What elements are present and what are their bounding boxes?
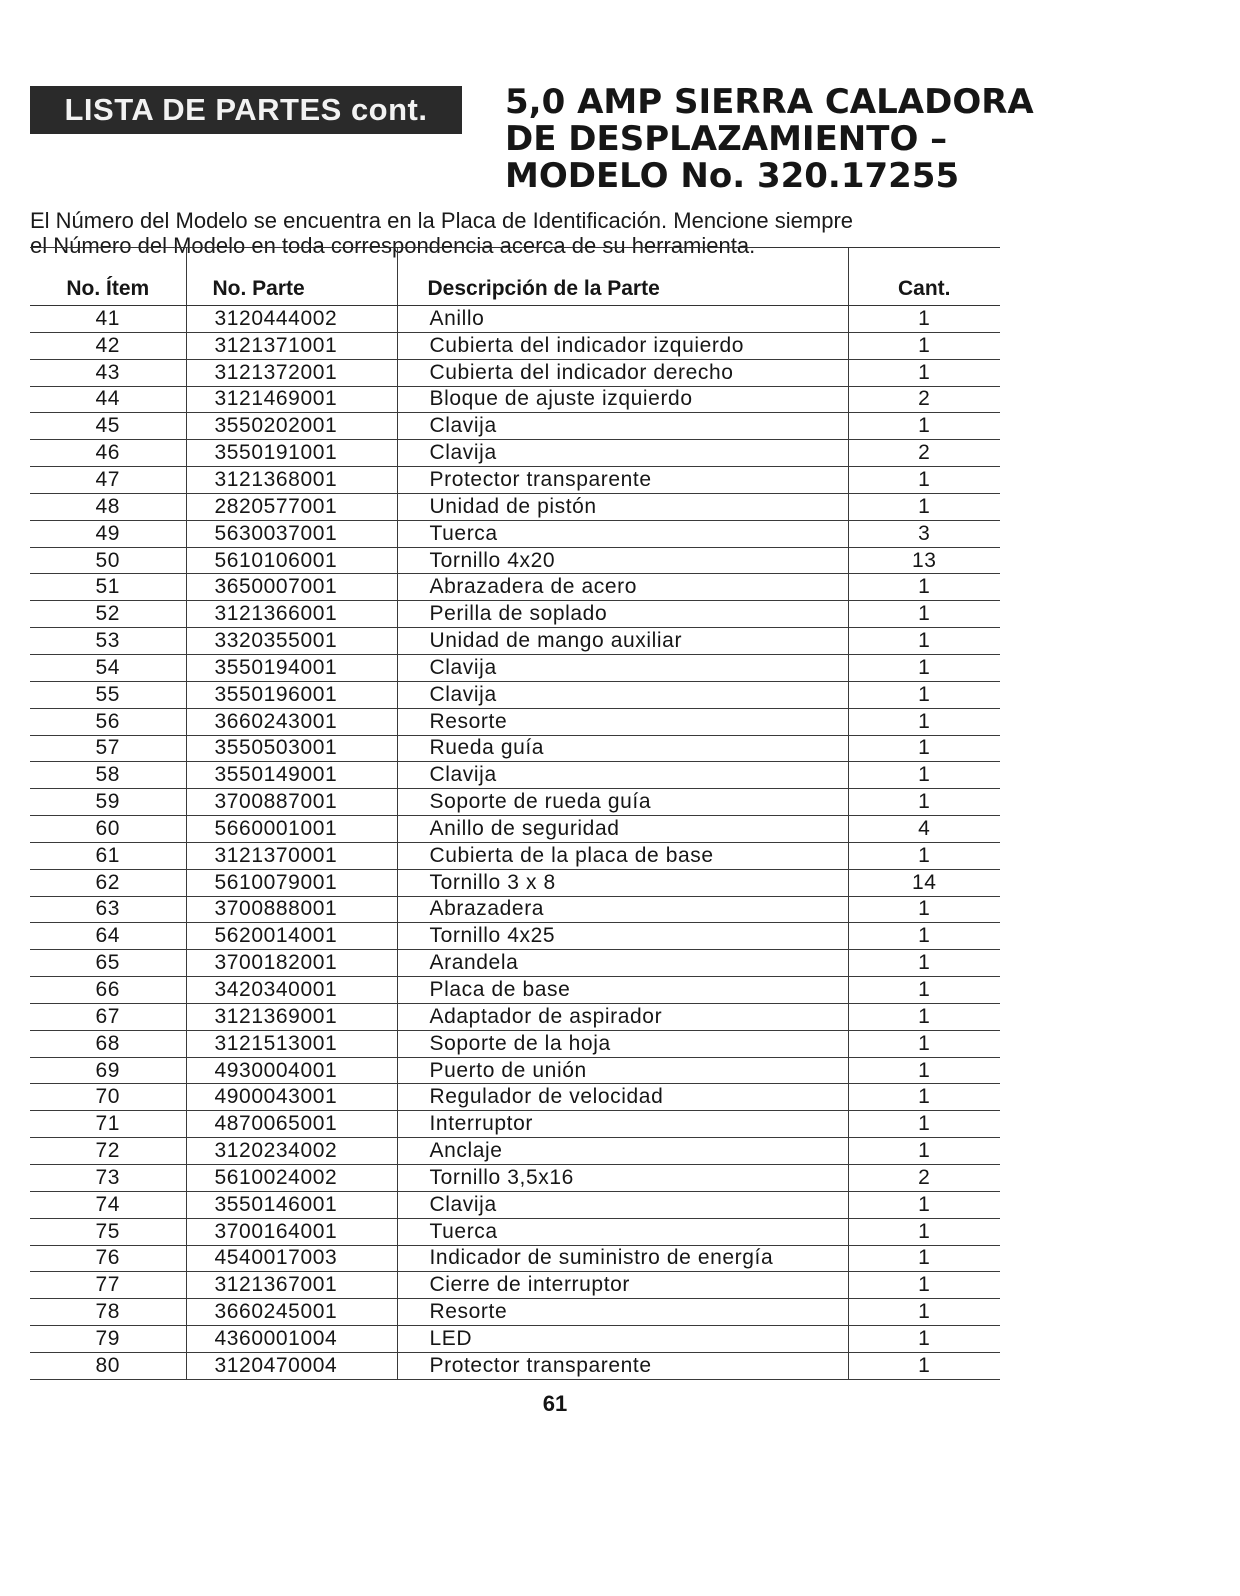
- intro-line: el Número del Modelo en toda correspondencia acerca de su herramienta.: [30, 233, 756, 258]
- description-cell: Tuerca: [397, 1218, 848, 1245]
- table-row: [30, 842, 1000, 869]
- quantity-cell: 1: [848, 493, 1000, 520]
- quantity-cell: 1: [848, 332, 1000, 359]
- quantity-cell: 1: [848, 923, 1000, 950]
- table-row: [30, 681, 1000, 708]
- description-cell: Protector transparente: [397, 467, 848, 494]
- part-number-cell: 3121370001: [186, 842, 397, 869]
- table-row: [30, 1138, 1000, 1165]
- item-number-cell: 79: [30, 1326, 186, 1353]
- item-number-cell: 45: [30, 413, 186, 440]
- quantity-cell: 1: [848, 1003, 1000, 1030]
- description-cell: Cubierta del indicador derecho: [397, 359, 848, 386]
- quantity-cell: 1: [848, 789, 1000, 816]
- table-row: [30, 1165, 1000, 1192]
- part-number-cell: 3550194001: [186, 654, 397, 681]
- table-row: [30, 1030, 1000, 1057]
- item-number-cell: 48: [30, 493, 186, 520]
- item-number-cell: 56: [30, 708, 186, 735]
- quantity-cell: 1: [848, 1111, 1000, 1138]
- part-number-cell: 3120470004: [186, 1352, 397, 1379]
- description-cell: Placa de base: [397, 977, 848, 1004]
- part-number-cell: 3550191001: [186, 440, 397, 467]
- quantity-cell: 1: [848, 1191, 1000, 1218]
- quantity-cell: 1: [848, 1218, 1000, 1245]
- item-number-cell: 77: [30, 1272, 186, 1299]
- item-number-cell: 63: [30, 896, 186, 923]
- quantity-cell: 1: [848, 574, 1000, 601]
- item-number-cell: 55: [30, 681, 186, 708]
- quantity-cell: 1: [848, 762, 1000, 789]
- quantity-cell: 2: [848, 440, 1000, 467]
- part-number-cell: 3550503001: [186, 735, 397, 762]
- quantity-cell: 1: [848, 1299, 1000, 1326]
- quantity-cell: 4: [848, 816, 1000, 843]
- description-cell: Perilla de soplado: [397, 601, 848, 628]
- quantity-cell: 2: [848, 1165, 1000, 1192]
- quantity-cell: 1: [848, 1245, 1000, 1272]
- table-row: [30, 923, 1000, 950]
- table-row: [30, 440, 1000, 467]
- header-quantity: Cant.: [848, 248, 1000, 306]
- quantity-cell: 1: [848, 601, 1000, 628]
- table-row: [30, 359, 1000, 386]
- item-number-cell: 46: [30, 440, 186, 467]
- quantity-cell: 1: [848, 1057, 1000, 1084]
- description-cell: Rueda guía: [397, 735, 848, 762]
- description-cell: Regulador de velocidad: [397, 1084, 848, 1111]
- quantity-cell: 1: [848, 708, 1000, 735]
- part-number-cell: 3700887001: [186, 789, 397, 816]
- part-number-cell: 3700182001: [186, 950, 397, 977]
- item-number-cell: 67: [30, 1003, 186, 1030]
- description-cell: Soporte de la hoja: [397, 1030, 848, 1057]
- description-cell: Clavija: [397, 681, 848, 708]
- table-row: [30, 1084, 1000, 1111]
- quantity-cell: 13: [848, 547, 1000, 574]
- table-row: [30, 816, 1000, 843]
- table-row: [30, 789, 1000, 816]
- table-row: [30, 977, 1000, 1004]
- table-row: [30, 896, 1000, 923]
- description-cell: Abrazadera: [397, 896, 848, 923]
- item-number-cell: 64: [30, 923, 186, 950]
- part-number-cell: 4870065001: [186, 1111, 397, 1138]
- quantity-cell: 1: [848, 1352, 1000, 1379]
- table-row: [30, 1003, 1000, 1030]
- item-number-cell: 74: [30, 1191, 186, 1218]
- description-cell: Indicador de suministro de energía: [397, 1245, 848, 1272]
- item-number-cell: 66: [30, 977, 186, 1004]
- part-number-cell: 3550146001: [186, 1191, 397, 1218]
- item-number-cell: 54: [30, 654, 186, 681]
- part-number-cell: 5620014001: [186, 923, 397, 950]
- item-number-cell: 62: [30, 869, 186, 896]
- description-cell: Soporte de rueda guía: [397, 789, 848, 816]
- quantity-cell: 1: [848, 359, 1000, 386]
- description-cell: Unidad de mango auxiliar: [397, 628, 848, 655]
- table-row: [30, 1218, 1000, 1245]
- quantity-cell: 1: [848, 842, 1000, 869]
- table-row: [30, 467, 1000, 494]
- intro-line: El Número del Modelo se encuentra en la Placa de Identificación. Mencione siempre: [30, 208, 854, 233]
- item-number-cell: 75: [30, 1218, 186, 1245]
- description-cell: Anillo de seguridad: [397, 816, 848, 843]
- part-number-cell: 2820577001: [186, 493, 397, 520]
- table-row: [30, 547, 1000, 574]
- page-number: 61: [542, 1391, 568, 1416]
- item-number-cell: 53: [30, 628, 186, 655]
- part-number-cell: 4360001004: [186, 1326, 397, 1353]
- quantity-cell: 1: [848, 735, 1000, 762]
- table-row: [30, 1352, 1000, 1379]
- item-number-cell: 61: [30, 842, 186, 869]
- page-title: [505, 84, 1205, 195]
- description-cell: Clavija: [397, 1191, 848, 1218]
- quantity-cell: 1: [848, 977, 1000, 1004]
- part-number-cell: 3660245001: [186, 1299, 397, 1326]
- part-number-cell: 3650007001: [186, 574, 397, 601]
- table-row: [30, 601, 1000, 628]
- part-number-cell: 3121372001: [186, 359, 397, 386]
- item-number-cell: 41: [30, 306, 186, 333]
- description-cell: Tuerca: [397, 520, 848, 547]
- table-row: [30, 762, 1000, 789]
- part-number-cell: 3121513001: [186, 1030, 397, 1057]
- quantity-cell: 1: [848, 896, 1000, 923]
- description-cell: Resorte: [397, 708, 848, 735]
- part-number-cell: 3550149001: [186, 762, 397, 789]
- part-number-cell: 3121469001: [186, 386, 397, 413]
- part-number-cell: 3120234002: [186, 1138, 397, 1165]
- part-number-cell: 4930004001: [186, 1057, 397, 1084]
- quantity-cell: 1: [848, 306, 1000, 333]
- table-row: [30, 1245, 1000, 1272]
- quantity-cell: 14: [848, 869, 1000, 896]
- description-cell: Bloque de ajuste izquierdo: [397, 386, 848, 413]
- quantity-cell: 1: [848, 1030, 1000, 1057]
- item-number-cell: 50: [30, 547, 186, 574]
- description-cell: Cubierta de la placa de base: [397, 842, 848, 869]
- table-row: [30, 574, 1000, 601]
- item-number-cell: 80: [30, 1352, 186, 1379]
- item-number-cell: 72: [30, 1138, 186, 1165]
- table-row: [30, 1057, 1000, 1084]
- part-number-cell: 5610106001: [186, 547, 397, 574]
- part-number-cell: 3121366001: [186, 601, 397, 628]
- description-cell: Arandela: [397, 950, 848, 977]
- parts-table-body: [30, 306, 1000, 1380]
- item-number-cell: 51: [30, 574, 186, 601]
- description-cell: Resorte: [397, 1299, 848, 1326]
- part-number-cell: 3420340001: [186, 977, 397, 1004]
- quantity-cell: 1: [848, 950, 1000, 977]
- table-row: [30, 520, 1000, 547]
- item-number-cell: 70: [30, 1084, 186, 1111]
- quantity-cell: 1: [848, 467, 1000, 494]
- part-number-cell: 5610024002: [186, 1165, 397, 1192]
- quantity-cell: 1: [848, 413, 1000, 440]
- quantity-cell: 1: [848, 1084, 1000, 1111]
- quantity-cell: 3: [848, 520, 1000, 547]
- part-number-cell: 3550196001: [186, 681, 397, 708]
- description-cell: Abrazadera de acero: [397, 574, 848, 601]
- item-number-cell: 69: [30, 1057, 186, 1084]
- description-cell: Adaptador de aspirador: [397, 1003, 848, 1030]
- description-cell: Anillo: [397, 306, 848, 333]
- section-badge: LISTA DE PARTES cont.: [30, 86, 462, 134]
- description-cell: Cierre de interruptor: [397, 1272, 848, 1299]
- description-cell: Tornillo 3,5x16: [397, 1165, 848, 1192]
- part-number-cell: 3121368001: [186, 467, 397, 494]
- description-cell: Clavija: [397, 762, 848, 789]
- part-number-cell: 3660243001: [186, 708, 397, 735]
- header-item-number: No. Ítem: [30, 248, 186, 306]
- part-number-cell: 4900043001: [186, 1084, 397, 1111]
- table-row: [30, 869, 1000, 896]
- description-cell: Tornillo 3 x 8: [397, 869, 848, 896]
- part-number-cell: 3121369001: [186, 1003, 397, 1030]
- part-number-cell: 3700888001: [186, 896, 397, 923]
- part-number-cell: 3700164001: [186, 1218, 397, 1245]
- item-number-cell: 73: [30, 1165, 186, 1192]
- item-number-cell: 52: [30, 601, 186, 628]
- table-row: [30, 386, 1000, 413]
- description-cell: Interruptor: [397, 1111, 848, 1138]
- item-number-cell: 68: [30, 1030, 186, 1057]
- part-number-cell: 5610079001: [186, 869, 397, 896]
- table-row: [30, 950, 1000, 977]
- description-cell: Anclaje: [397, 1138, 848, 1165]
- item-number-cell: 49: [30, 520, 186, 547]
- table-row: [30, 306, 1000, 333]
- item-number-cell: 57: [30, 735, 186, 762]
- item-number-cell: 59: [30, 789, 186, 816]
- part-number-cell: 3121367001: [186, 1272, 397, 1299]
- part-number-cell: 3320355001: [186, 628, 397, 655]
- quantity-cell: 1: [848, 628, 1000, 655]
- item-number-cell: 44: [30, 386, 186, 413]
- quantity-cell: 1: [848, 1138, 1000, 1165]
- description-cell: Protector transparente: [397, 1352, 848, 1379]
- description-cell: LED: [397, 1326, 848, 1353]
- table-header-row: [30, 248, 1000, 306]
- part-number-cell: 5630037001: [186, 520, 397, 547]
- quantity-cell: 1: [848, 654, 1000, 681]
- item-number-cell: 43: [30, 359, 186, 386]
- title-line: DE DESPLAZAMIENTO –: [505, 119, 948, 159]
- table-row: [30, 1299, 1000, 1326]
- title-line: 5,0 AMP SIERRA CALADORA: [505, 82, 1034, 122]
- title-line: MODELO No. 320.17255: [505, 156, 960, 196]
- part-number-cell: 3550202001: [186, 413, 397, 440]
- description-cell: Puerto de unión: [397, 1057, 848, 1084]
- description-cell: Tornillo 4x20: [397, 547, 848, 574]
- item-number-cell: 78: [30, 1299, 186, 1326]
- table-row: [30, 493, 1000, 520]
- parts-table: [30, 247, 1000, 1380]
- item-number-cell: 71: [30, 1111, 186, 1138]
- table-row: [30, 654, 1000, 681]
- description-cell: Clavija: [397, 413, 848, 440]
- quantity-cell: 1: [848, 681, 1000, 708]
- header-description: Descripción de la Parte: [397, 248, 848, 306]
- table-row: [30, 332, 1000, 359]
- description-cell: Cubierta del indicador izquierdo: [397, 332, 848, 359]
- part-number-cell: 4540017003: [186, 1245, 397, 1272]
- part-number-cell: 3121371001: [186, 332, 397, 359]
- part-number-cell: 3120444002: [186, 306, 397, 333]
- table-row: [30, 708, 1000, 735]
- quantity-cell: 1: [848, 1326, 1000, 1353]
- description-cell: Clavija: [397, 440, 848, 467]
- description-cell: Unidad de pistón: [397, 493, 848, 520]
- item-number-cell: 76: [30, 1245, 186, 1272]
- quantity-cell: 1: [848, 1272, 1000, 1299]
- quantity-cell: 2: [848, 386, 1000, 413]
- part-number-cell: 5660001001: [186, 816, 397, 843]
- table-row: [30, 1111, 1000, 1138]
- item-number-cell: 47: [30, 467, 186, 494]
- table-row: [30, 735, 1000, 762]
- description-cell: Clavija: [397, 654, 848, 681]
- item-number-cell: 65: [30, 950, 186, 977]
- table-row: [30, 1326, 1000, 1353]
- item-number-cell: 58: [30, 762, 186, 789]
- table-row: [30, 1191, 1000, 1218]
- table-row: [30, 628, 1000, 655]
- header-part-number: No. Parte: [186, 248, 397, 306]
- item-number-cell: 42: [30, 332, 186, 359]
- item-number-cell: 60: [30, 816, 186, 843]
- table-row: [30, 413, 1000, 440]
- description-cell: Tornillo 4x25: [397, 923, 848, 950]
- table-row: [30, 1272, 1000, 1299]
